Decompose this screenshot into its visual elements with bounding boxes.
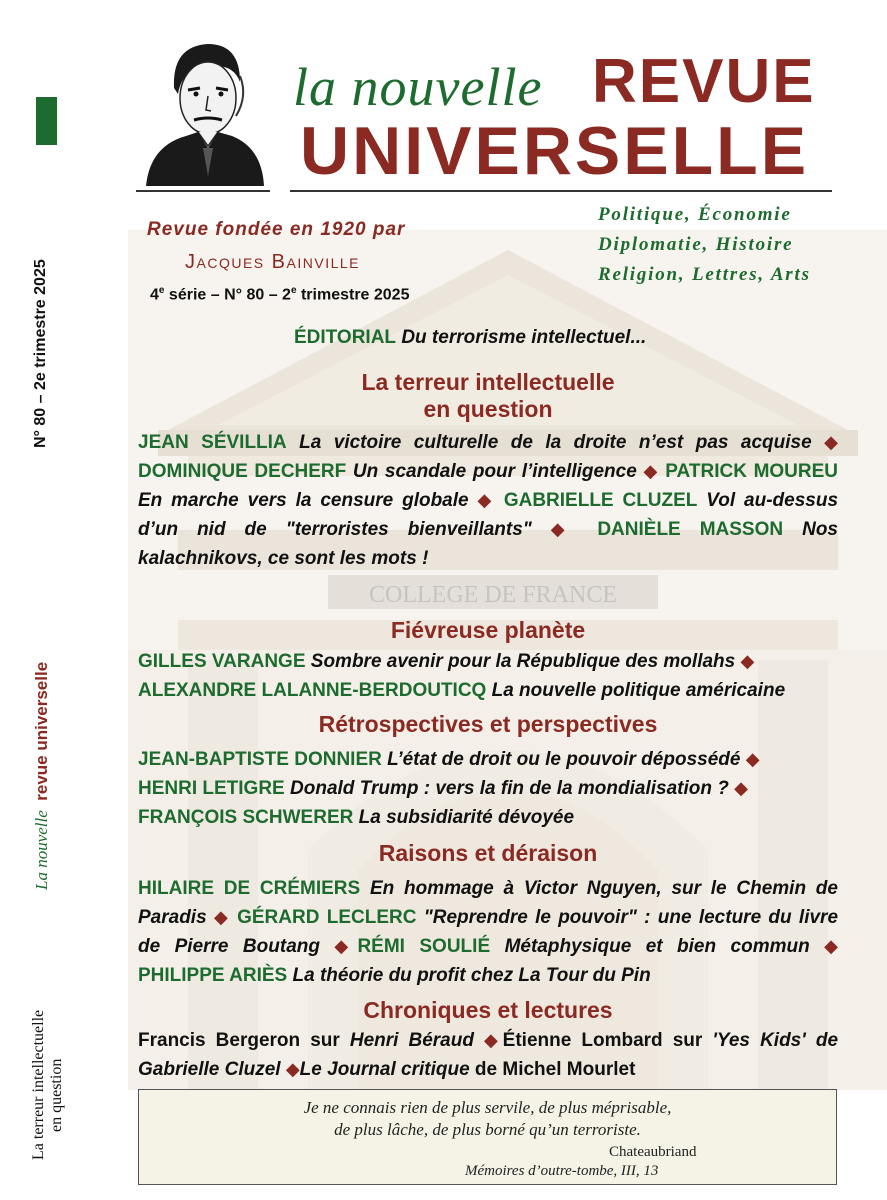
series-line: 4e série – N° 80 – 2e trimestre 2025 bbox=[150, 285, 410, 304]
section-heading-raisons: Raisons et déraison bbox=[378, 840, 598, 866]
section-articles-chroniques: Francis Bergeron sur Henri Béraud ◆Étienne Lombard sur 'Yes Kids' de Gabrielle Cluzel ◆Le Journal critique de Michel Mourlet bbox=[138, 1030, 839, 1080]
section-articles-retrospectives: JEAN-BAPTISTE DONNIER L’état de droit ou le pouvoir dépossédé ◆ HENRI LETIGRE Donald Trump : vers la fin de la mondialisation ? ◆ FRANÇOIS SCHWERER La subsidiarité dévoyée bbox=[138, 749, 760, 828]
founded-line: Revue fondée en 1920 par bbox=[147, 219, 406, 240]
spine-theme-line2: en question bbox=[48, 1058, 65, 1132]
editorial-title: Du terrorisme intellectuel... bbox=[396, 327, 647, 348]
editorial-label: ÉDITORIAL bbox=[294, 327, 397, 348]
spine-title bbox=[32, 662, 52, 890]
quote-line-1: Je ne connais rien de plus servile, de plus méprisable, bbox=[303, 1098, 672, 1117]
diamond-separator-icon: ◆ bbox=[285, 1059, 300, 1079]
diamond-separator-icon: ◆ bbox=[643, 461, 659, 481]
spine-theme-line1: La terreur intellectuelle bbox=[30, 1009, 47, 1160]
diamond-separator-icon: ◆ bbox=[477, 490, 495, 510]
title-rule bbox=[290, 190, 832, 192]
diamond-separator-icon: ◆ bbox=[740, 651, 755, 671]
topics-list bbox=[598, 200, 811, 290]
editorial-line bbox=[294, 327, 646, 349]
topic-line: Diplomatie, Histoire bbox=[598, 234, 794, 255]
diamond-separator-icon: ◆ bbox=[734, 778, 748, 798]
diamond-separator-icon: ◆ bbox=[824, 936, 839, 956]
section-articles-planete: GILLES VARANGE Sombre avenir pour la République des mollahs ◆ ALEXANDRE LALANNE-BERDOUTICQ La nouvelle politique américaine bbox=[138, 651, 786, 701]
topic-line: Politique, Économie bbox=[598, 204, 792, 225]
section-articles-raisons: HILAIRE DE CRÉMIERS En hommage à Victor Nguyen, sur le Chemin de Paradis ◆ GÉRARD LECLERC "Reprendre le pouvoir" : une lecture du livre de Pierre Boutang ◆RÉMI SOULIÉ Métaphysique et bien commun ◆ PHILIPPE ARIÈS La théorie du profit chez La Tour du Pin bbox=[138, 878, 839, 986]
spine-title-revue: revue universelle bbox=[32, 661, 51, 801]
diamond-separator-icon: ◆ bbox=[824, 432, 838, 452]
title-la-nouvelle: la nouvelle bbox=[293, 57, 543, 117]
portrait-engraving-icon bbox=[136, 36, 272, 192]
section-articles-terreur: JEAN SÉVILLIA La victoire culturelle de la droite n’est pas acquise ◆ DOMINIQUE DECHERF Un scandale pour l’intelligence ◆ PATRICK MOUREU En marche vers la censure globale ◆ GABRIELLE CLUZEL Vol au-dessus d’un nid de "terroristes bienveillants" ◆ DANIÈLE MASSON Nos kalachnikovs, ce sont les mots ! bbox=[138, 432, 839, 569]
diamond-separator-icon: ◆ bbox=[213, 907, 230, 927]
title-revue: REVUE bbox=[592, 47, 816, 116]
quote-source: Mémoires d’outre-tombe, III, 13 bbox=[465, 1163, 659, 1179]
spine-title-la: La nouvelle bbox=[32, 810, 51, 890]
section-heading-retrospectives: Rétrospectives et perspectives bbox=[318, 711, 658, 737]
diamond-separator-icon: ◆ bbox=[550, 519, 579, 539]
section-heading-chroniques: Chroniques et lectures bbox=[363, 997, 613, 1023]
portrait-rule bbox=[136, 190, 270, 192]
founder-name: Jacques Bainville bbox=[185, 251, 360, 273]
section-heading-planete: Fiévreuse planète bbox=[390, 617, 586, 643]
quote-box bbox=[138, 1089, 837, 1185]
college-sign: COLLEGE DE FRANCE bbox=[369, 582, 617, 608]
title-universelle: UNIVERSELLE bbox=[300, 113, 810, 189]
diamond-separator-icon: ◆ bbox=[745, 749, 760, 769]
diamond-separator-icon: ◆ bbox=[334, 936, 358, 956]
spine-color-bar bbox=[36, 97, 57, 145]
spine-theme bbox=[30, 1010, 66, 1160]
quote-author: Chateaubriand bbox=[609, 1144, 697, 1160]
diamond-separator-icon: ◆ bbox=[484, 1030, 503, 1050]
quote-line-2: de plus lâche, de plus borné qu’un terroriste. bbox=[334, 1120, 641, 1139]
spine-issue: N° 80 – 2e trimestre 2025 bbox=[32, 259, 49, 448]
topic-line: Religion, Lettres, Arts bbox=[598, 264, 811, 285]
section-heading-terreur: La terreur intellectuelle en question bbox=[361, 369, 615, 422]
